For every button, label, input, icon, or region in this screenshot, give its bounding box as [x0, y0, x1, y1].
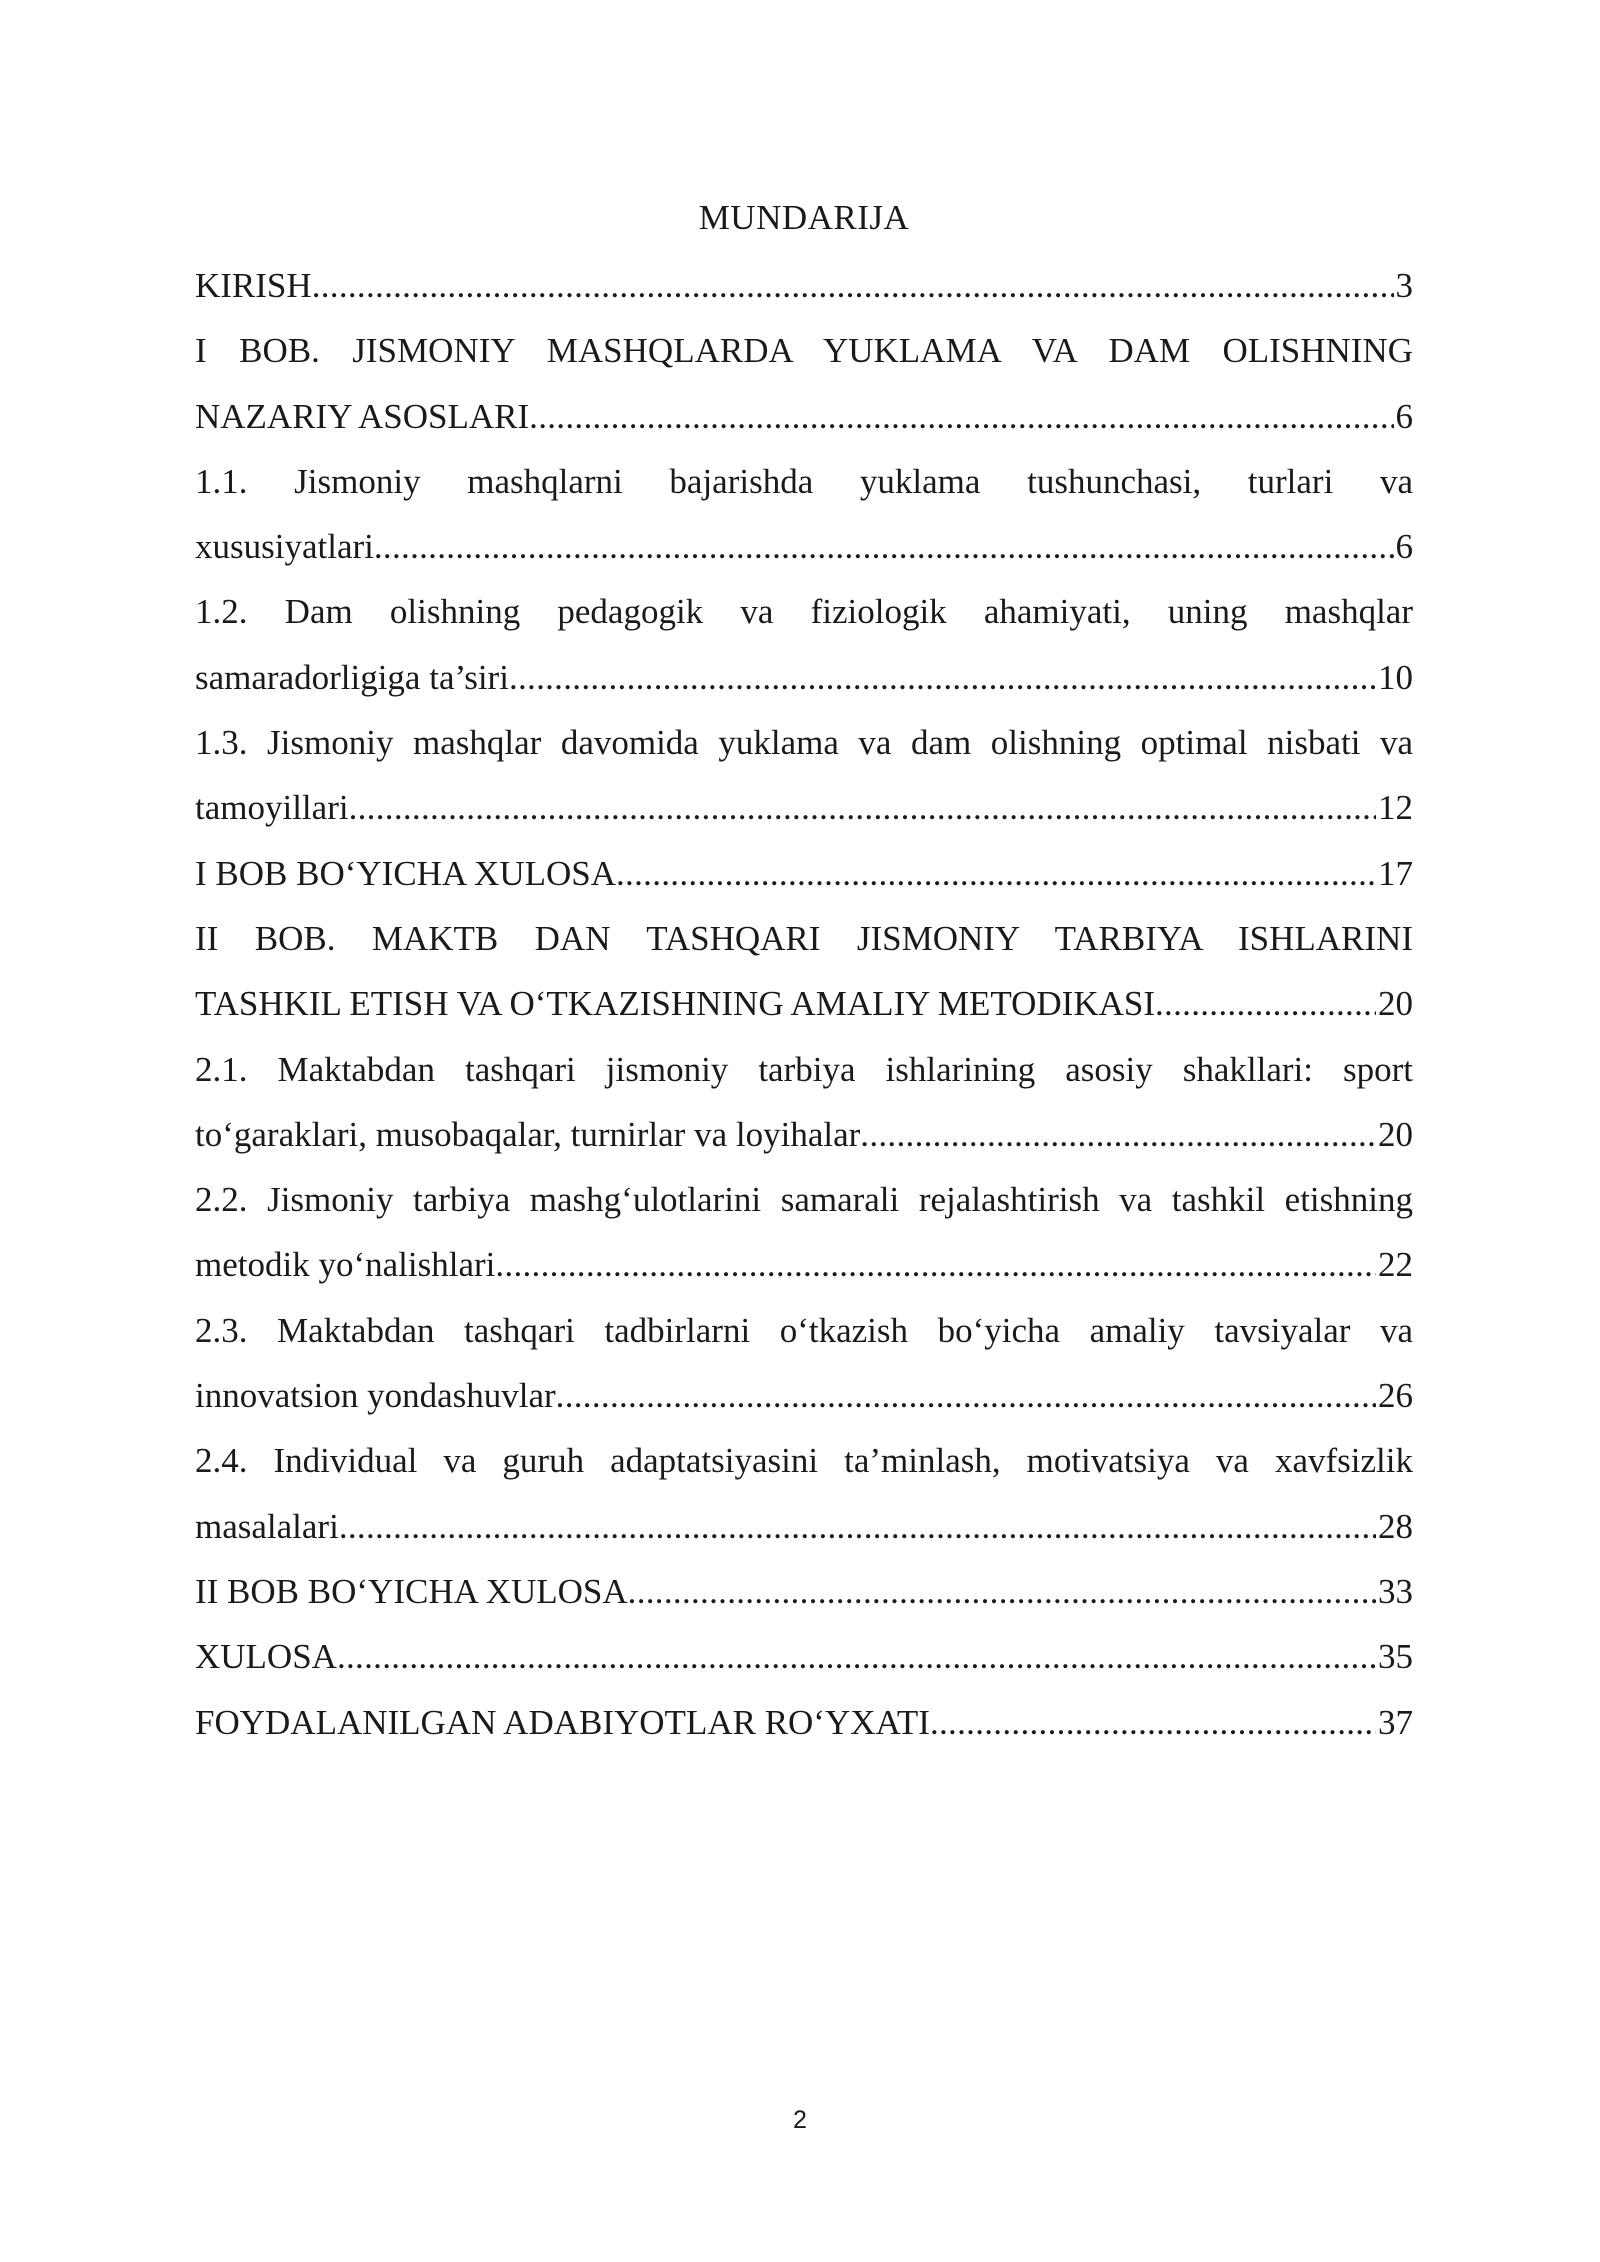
- toc-entry-line: [195, 384, 1413, 449]
- dot-leader: [374, 514, 1394, 579]
- toc-entry-text: to‘garaklari, musobaqalar, turnirlar va loyihalar: [195, 1114, 861, 1154]
- toc-entry[interactable]: [195, 710, 1413, 841]
- toc-entry-text: 2.3. Maktabdan tashqari tadbirlarni o‘tkazish bo‘yicha amaliy tavsiyalar va: [195, 1310, 1413, 1350]
- toc-entry[interactable]: [195, 253, 1413, 318]
- toc-page-number: 37: [1378, 1702, 1413, 1742]
- toc-page-number: 12: [1378, 788, 1413, 828]
- toc-entry-text: samaradorligiga ta’siri: [195, 657, 509, 697]
- dot-leader: [337, 1624, 1376, 1689]
- toc-entry-text: I BOB. JISMONIY MASHQLARDA YUKLAMA VA DAM OLISHNING: [195, 331, 1413, 371]
- toc-title: MUNDARIJA: [698, 198, 910, 237]
- toc-entry[interactable]: [195, 318, 1413, 449]
- toc-page-number: 22: [1378, 1245, 1413, 1285]
- dot-leader: [930, 1690, 1376, 1755]
- toc-entry-line: [195, 1102, 1413, 1167]
- toc-entry-line: [195, 971, 1413, 1036]
- dot-leader: [556, 1363, 1376, 1428]
- dot-leader: [349, 775, 1376, 840]
- toc-entry-text: 1.3. Jismoniy mashqlar davomida yuklama va dam olishning optimal nisbati va: [195, 723, 1413, 763]
- toc-entry-text: I BOB BO‘YICHA XULOSA: [195, 853, 616, 893]
- toc-entry-text: II BOB. MAKTB DAN TASHQARI JISMONIY TARBIYA ISHLARINI: [195, 918, 1413, 958]
- toc-entry-line: [195, 514, 1413, 579]
- toc-entry-text: 1.2. Dam olishning pedagogik va fiziologik ahamiyati, uning mashqlar: [195, 592, 1413, 632]
- toc-entry-line: [195, 1559, 1413, 1624]
- toc-entry[interactable]: [195, 1037, 1413, 1168]
- toc-entry-text: KIRISH: [195, 266, 312, 305]
- dot-leader: [1155, 971, 1376, 1036]
- toc-entry-text: II BOB BO‘YICHA XULOSA: [195, 1571, 628, 1611]
- dot-leader: [339, 1494, 1376, 1559]
- toc-page-number: 6: [1395, 527, 1413, 567]
- toc-entry[interactable]: [195, 1298, 1413, 1429]
- toc-page-number: 17: [1378, 853, 1413, 893]
- toc-page-number: 35: [1378, 1637, 1413, 1677]
- dot-leader: [509, 645, 1376, 710]
- dot-leader: [529, 384, 1393, 449]
- toc-entry[interactable]: [195, 1559, 1413, 1624]
- dot-leader: [860, 1102, 1376, 1167]
- toc-entry-text: XULOSA: [195, 1637, 337, 1677]
- toc-entry-text: FOYDALANILGAN ADABIYOTLAR RO‘YXATI: [195, 1702, 930, 1742]
- toc-entry[interactable]: [195, 449, 1413, 580]
- toc-page-number: 10: [1378, 657, 1413, 697]
- table-of-contents: [195, 188, 1413, 1755]
- toc-page-number: 33: [1378, 1571, 1413, 1611]
- toc-entry[interactable]: [195, 1624, 1413, 1689]
- toc-entry-line: [195, 1690, 1413, 1755]
- toc-page-number: 20: [1378, 984, 1413, 1024]
- toc-entry-text: 2.1. Maktabdan tashqari jismoniy tarbiya ishlarining asosiy shakllari: sport: [195, 1049, 1413, 1089]
- toc-entry-text: masalalari: [195, 1506, 339, 1546]
- toc-entry-line: [195, 1624, 1413, 1689]
- toc-page-number: 3: [1395, 266, 1413, 305]
- toc-entry-text: metodik yo‘nalishlari: [195, 1245, 496, 1285]
- toc-page-number: 26: [1378, 1376, 1413, 1416]
- toc-entry[interactable]: [195, 841, 1413, 906]
- page-number: 2: [793, 2106, 807, 2134]
- toc-entry[interactable]: [195, 1428, 1413, 1559]
- toc-entry[interactable]: [195, 579, 1413, 710]
- toc-entry-line: [195, 775, 1413, 840]
- toc-entry-line: [195, 253, 1413, 318]
- toc-page-number: 28: [1378, 1506, 1413, 1546]
- toc-entry-text: 2.4. Individual va guruh adaptatsiyasini ta’minlash, motivatsiya va xavfsizlik: [195, 1441, 1413, 1481]
- toc-entry-text: TASHKIL ETISH VA O‘TKAZISHNING AMALIY METODIKASI: [195, 984, 1155, 1024]
- toc-entry-text: 1.1. Jismoniy mashqlarni bajarishda yuklama tushunchasi, turlari va: [195, 461, 1413, 501]
- dot-leader: [495, 1232, 1376, 1297]
- toc-entry-text: tamoyillari: [195, 788, 349, 828]
- toc-entry[interactable]: [195, 1690, 1413, 1755]
- toc-entry-text: innovatsion yondashuvlar: [195, 1376, 556, 1416]
- toc-entry-line: [195, 1232, 1413, 1297]
- dot-leader: [628, 1559, 1376, 1624]
- toc-entry[interactable]: [195, 906, 1413, 1037]
- dot-leader: [312, 253, 1394, 318]
- toc-page-number: 20: [1378, 1114, 1413, 1154]
- toc-page-number: 6: [1395, 396, 1413, 436]
- toc-entry-text: xususiyatlari: [195, 527, 374, 567]
- toc-list: [195, 253, 1413, 1755]
- toc-entry[interactable]: [195, 1167, 1413, 1298]
- toc-entry-line: [195, 841, 1413, 906]
- toc-entry-line: [195, 1494, 1413, 1559]
- toc-entry-text: NAZARIY ASOSLARI: [195, 396, 530, 436]
- toc-entry-line: [195, 645, 1413, 710]
- toc-entry-line: [195, 1363, 1413, 1428]
- toc-entry-text: 2.2. Jismoniy tarbiya mashg‘ulotlarini samarali rejalashtirish va tashkil etishning: [195, 1180, 1413, 1220]
- dot-leader: [616, 841, 1376, 906]
